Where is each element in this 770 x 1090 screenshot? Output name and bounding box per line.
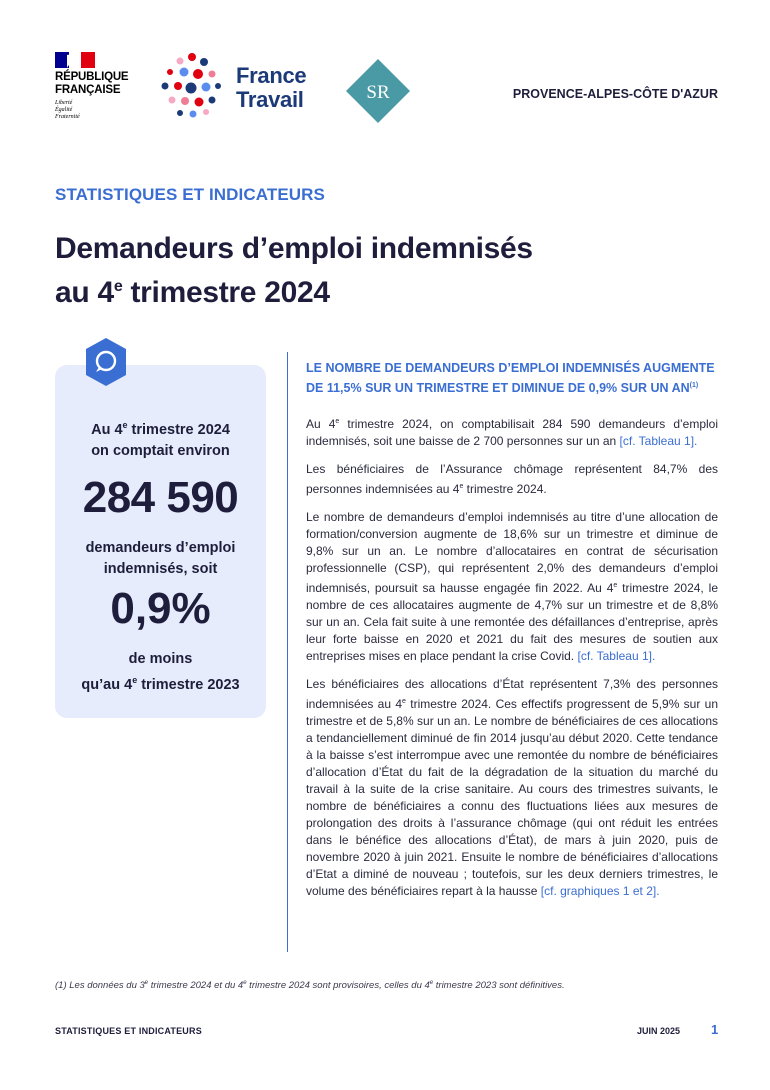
region-label: PROVENCE-ALPES-CÔTE D'AZUR <box>512 87 718 101</box>
marianne-flag-icon <box>55 52 95 68</box>
page-number: 1 <box>711 1022 719 1037</box>
paragraph-3: Le nombre de demandeurs d’emploi indemnisés au titre d’une allocation de formation/conversion augmente de 18,6% sur un trimestre et diminue de 9,8% sur un an. Le nombre d’allocataires en contrat de sécurisation professionnelle (CSP), qui représentent 2,0% des demandeurs d’emploi indemnisés, poursuit sa hausse engagée fin 2022. Au 4e trimestre 2024, le nombre de ces allocataires augmente de 4,7% sur un trimestre et de 8,8% sur un an. Cela fait suite à une remontée des défaillances d’entreprise, après leur forte baisse en 2020 et 2021 du fait des mesures de soutien aux entreprises mises en place pendant la crise Covid. [cf. Tableau 1]. <box>306 510 719 664</box>
france-travail-wordmark: France Travail <box>236 63 307 112</box>
column-divider <box>287 352 288 952</box>
chat-bubble-icon <box>80 336 132 388</box>
footnote: (1) Les données du 3e trimestre 2024 et du 4e trimestre 2024 sont provisoires, celles du 4e trimestre 2023 sont définitives. <box>55 980 565 992</box>
lead-heading: LE NOMBRE DE DEMANDEURS D’EMPLOI INDEMNISÉS AUGMENTE DE 11,5% SUR UN TRIMESTRE ET DIMINUE DE 0,9% SUR UN AN$^{(1)}$ <box>306 361 715 396</box>
article-body <box>306 360 718 911</box>
card-mid-text: demandeurs d’emploi indemnisés, soit <box>85 540 236 577</box>
footer-date: JUIN 2025 <box>637 1026 681 1036</box>
key-figure-card <box>55 365 266 718</box>
sr-diamond-logo <box>345 58 411 124</box>
card-percent: 0,9% <box>110 584 211 633</box>
sr-label: SR <box>366 82 390 103</box>
paragraph-2: Les bénéficiaires de l’Assurance chômage représentent 84,7% des personnes indemnisées au 4e trimestre 2024. <box>306 462 718 497</box>
table-1-reference[interactable]: [cf. Tableau 1]. <box>577 649 656 664</box>
card-end-text: de moins qu’au 4e trimestre 2023 <box>81 651 240 693</box>
table-1-reference[interactable]: [cf. Tableau 1]. <box>619 434 698 449</box>
card-intro: Au 4e trimestre 2024 on comptait environ <box>91 420 230 459</box>
republique-francaise-logo <box>55 52 155 121</box>
card-big-number: 284 590 <box>82 473 239 522</box>
paragraph-4: Les bénéficiaires des allocations d’État représentent 7,3% des personnes indemnisées au 4e trimestre 2024. Ces effectifs progressent de 5,9% sur un trimestre et de 5,8% sur un an. Le nombre de bénéficiaires de ces allocations a tendanciellement diminué de fin 2014 jusqu’au début 2020. Cette tendance à la baisse s’est interrompue avec une remontée du nombre de bénéficiaires d’allocation d’État du fait de la dégradation de la situation du marché du travail à la suite de la crise sanitaire. Au cours des trimestres suivants, le nombre de bénéficiaires a connu des fluctuations liées aux mesures de prolongation des droits à l’assurance chômage (qui ont réduit les entrées dans le bénéfice des allocations d’État), de mars à juin 2020, puis de novembre 2020 à juin 2021. Ensuite le nombre de bénéficiaires d’allocations d’Etat a diminé de nouveau ; toutefois, sur les deux derniers trimestres, le volume des bénéficiaires repart à la hausse [cf. graphiques 1 et 2]. <box>306 677 719 899</box>
france-travail-dots-icon <box>160 52 230 122</box>
footer-section-label: STATISTIQUES ET INDICATEURS <box>55 1026 202 1036</box>
charts-reference[interactable]: [cf. graphiques 1 et 2]. <box>540 884 660 899</box>
page-title: Demandeurs d’emploi indemnisés au 4e trimestre 2024 <box>55 232 533 309</box>
republique-motto: Liberté Égalité Fraternité <box>55 100 80 120</box>
section-kicker: STATISTIQUES ET INDICATEURS <box>55 185 325 204</box>
republique-name: RÉPUBLIQUE FRANÇAISE <box>55 71 129 96</box>
paragraph-1: Au 4e trimestre 2024, on comptabilisait 284 590 demandeurs d’emploi indemnisés, soit une baisse de 2 700 personnes sur un an [cf. Tableau 1]. <box>306 417 719 449</box>
